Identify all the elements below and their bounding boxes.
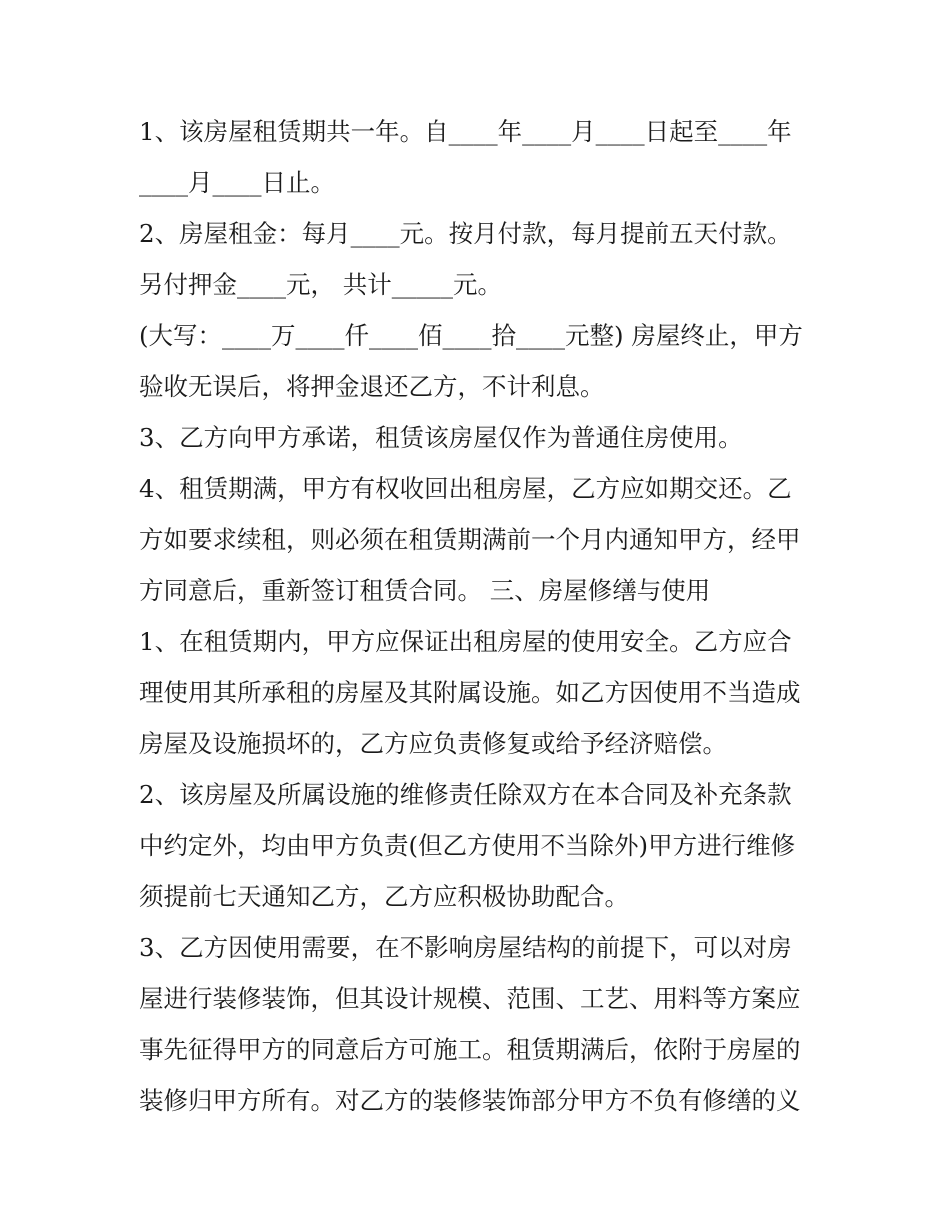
text-line: 2、房屋租金：每月____元。按月付款，每月提前五天付款。	[139, 219, 792, 248]
text-line: 房屋及设施损坏的，乙方应负责修复或给予经济赔偿。	[139, 729, 727, 758]
text-line: 2、该房屋及所属设施的维修责任除双方在本合同及补充条款	[139, 780, 792, 809]
text-line: 方如要求续租，则必须在租赁期满前一个月内通知甲方，经甲	[139, 525, 801, 554]
text-line: 1、在租赁期内，甲方应保证出租房屋的使用安全。乙方应合	[139, 627, 792, 656]
document-body	[139, 106, 819, 1126]
text-line: 4、租赁期满，甲方有权收回出租房屋，乙方应如期交还。乙	[139, 474, 792, 503]
text-line: (大写：____万____仟____佰____拾____元整) 房屋终止，甲方	[139, 321, 803, 350]
text-line: 事先征得甲方的同意后方可施工。租赁期满后，依附于房屋的	[139, 1035, 801, 1064]
text-line: 须提前七天通知乙方，乙方应积极协助配合。	[139, 882, 629, 911]
text-line: 屋进行装修装饰，但其设计规模、范围、工艺、用料等方案应	[139, 984, 801, 1013]
text-line: 验收无误后，将押金退还乙方，不计利息。	[139, 372, 605, 401]
text-line: 3、乙方向甲方承诺，租赁该房屋仅作为普通住房使用。	[139, 423, 743, 452]
text-line: 1、该房屋租赁期共一年。自____年____月____日起至____年	[139, 117, 792, 146]
text-line: ____月____日止。	[139, 168, 335, 197]
text-line: 方同意后，重新签订租赁合同。 三、房屋修缮与使用	[139, 576, 711, 605]
text-line: 3、乙方因使用需要，在不影响房屋结构的前提下，可以对房	[139, 933, 792, 962]
text-line: 装修归甲方所有。对乙方的装修装饰部分甲方不负有修缮的义	[139, 1086, 801, 1115]
text-line: 理使用其所承租的房屋及其附属设施。如乙方因使用不当造成	[139, 678, 801, 707]
text-line: 另付押金____元， 共计_____元。	[139, 270, 503, 299]
text-line: 中约定外，均由甲方负责(但乙方使用不当除外)甲方进行维修	[139, 831, 796, 860]
